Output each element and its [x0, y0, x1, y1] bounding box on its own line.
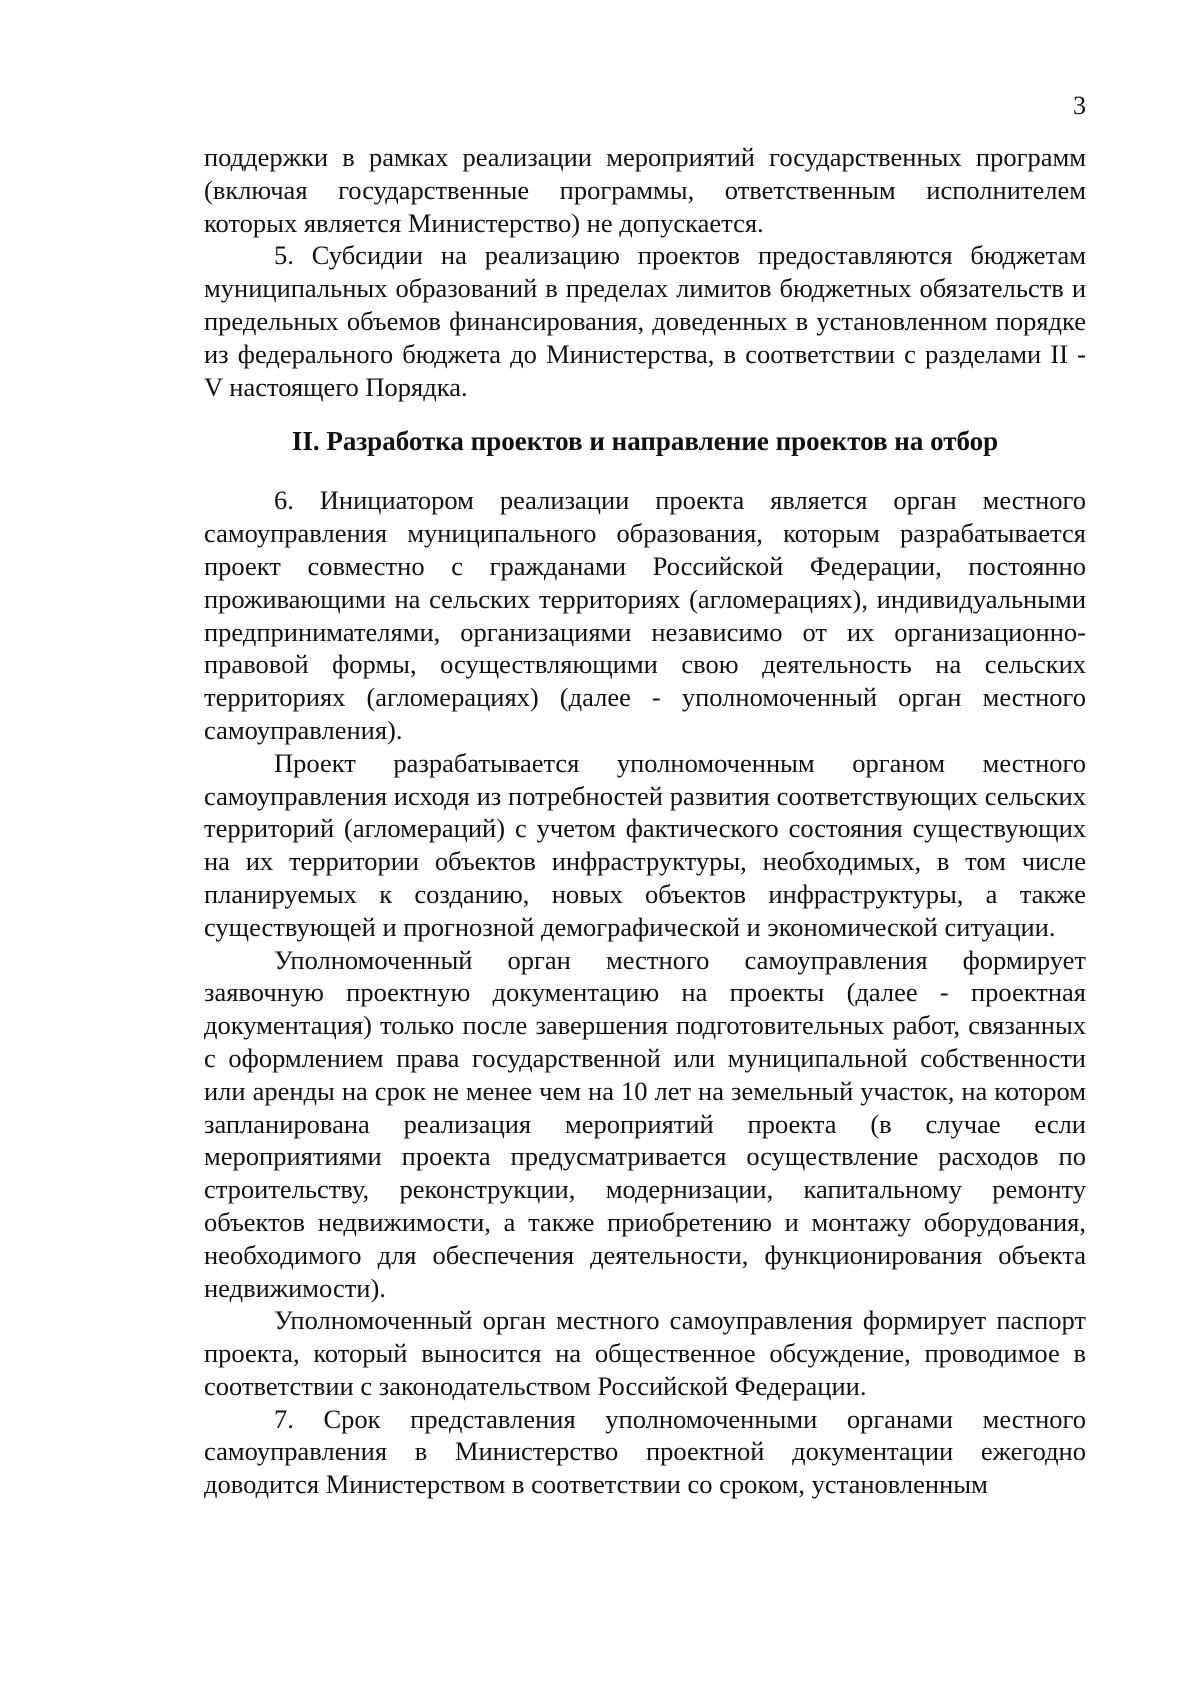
paragraph-continuation: поддержки в рамках реализации мероприятий государственных программ (включая государственные программы, ответственным исполнителем которых является Министерство) не допускается. [204, 142, 1086, 238]
paragraph-project-documentation: Уполномоченный орган местного самоуправления формирует заявочную проектную документацию на проекты (далее - проектная документация) только после завершения подготовительных работ, связанных с оформлением права государственной или муниципальной собственности или аренды на срок не менее чем на 10 лет на земельный участок, на котором запланирована реализация мероприятий проекта (в случае если мероприятиями проекта предусматривается осуществление расходов по строительству, реконструкции, модернизации, капитальному ремонту объектов недвижимости, а также приобретению и монтажу оборудования, необходимого для обеспечения деятельности, функционирования объекта недвижимости). [204, 944, 1086, 1303]
section-heading: II. Разработка проектов и направление проектов на отбор [291, 426, 999, 457]
page-number: 3 [1073, 91, 1086, 120]
document-body [204, 141, 1086, 1501]
paragraph-6: 6. Инициатором реализации проекта является орган местного самоуправления муниципального образования, которым разрабатывается проект совместно с гражданами Российской Федерации, постоянно проживающими на сельских территориях (агломерациях), индивидуальными предпринимателями, организациями независимо от их организационно-правовой формы, осуществляющими свою деятельность на сельских территориях (агломерациях) (далее - уполномоченный орган местного самоуправления). [204, 485, 1086, 745]
paragraph-project-development: Проект разрабатывается уполномоченным органом местного самоуправления исходя из потребностей развития соответствующих сельских территорий (агломераций) с учетом фактического состояния существующих на их территории объектов инфраструктуры, необходимых, в том числе планируемых к созданию, новых объектов инфраструктуры, а также существующей и прогнозной демографической и экономической ситуации. [204, 747, 1086, 942]
paragraph-project-passport: Уполномоченный орган местного самоуправления формирует паспорт проекта, который выносится на общественное обсуждение, проводимое в соответствии с законодательством Российской Федерации. [204, 1305, 1086, 1401]
paragraph-7: 7. Срок представления уполномоченными органами местного самоуправления в Министерство проектной документации ежегодно доводится Министерством в соответствии со сроком, установленным [204, 1403, 1086, 1500]
paragraph-5: 5. Субсидии на реализацию проектов предоставляются бюджетам муниципальных образований в пределах лимитов бюджетных обязательств и предельных объемов финансирования, доведенных в установленном порядке из федерального бюджета до Министерства, в соответствии с разделами II - V настоящего Порядка. [204, 240, 1086, 402]
